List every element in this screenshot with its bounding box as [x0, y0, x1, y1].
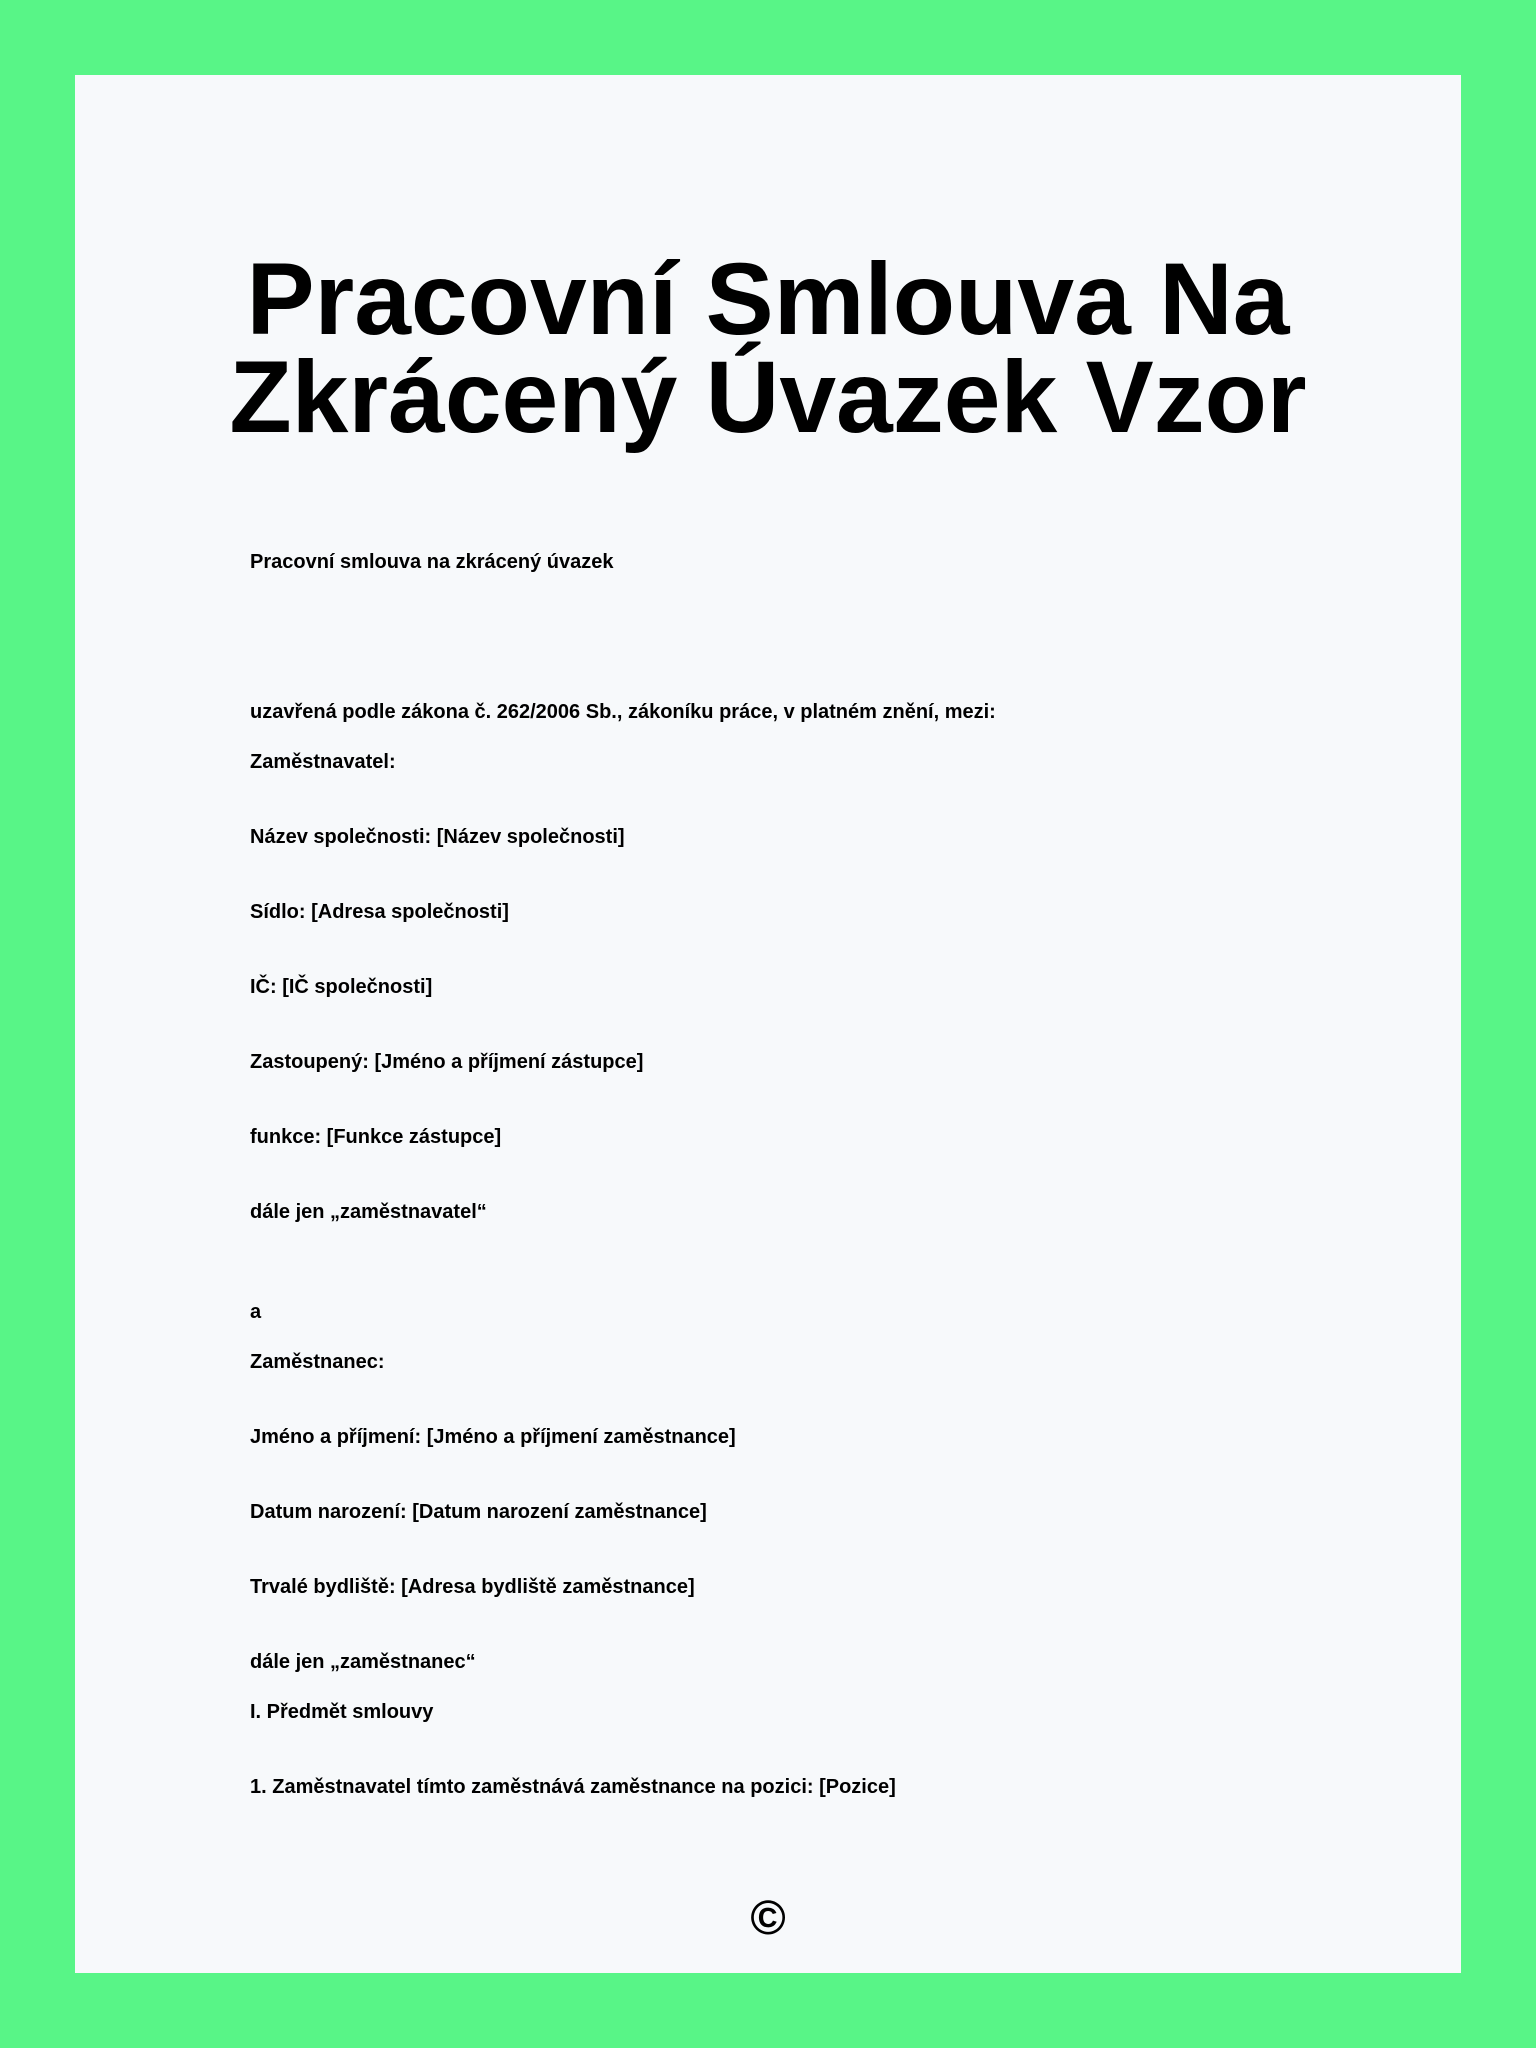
employer-heading: Zaměstnavatel: — [250, 751, 396, 773]
employer-ic: IČ: [IČ společnosti] — [250, 976, 433, 998]
conjunction: a — [250, 1301, 262, 1323]
document-page — [75, 75, 1461, 1973]
employee-alias: dále jen „zaměstnanec“ — [250, 1651, 476, 1673]
employer-representative: Zastoupený: [Jméno a příjmení zástupce] — [250, 1051, 644, 1073]
employee-heading: Zaměstnanec: — [250, 1351, 385, 1373]
document-title — [75, 242, 1461, 454]
employee-birthdate: Datum narození: [Datum narození zaměstnance] — [250, 1501, 707, 1523]
employer-address: Sídlo: [Adresa společnosti] — [250, 901, 509, 923]
doc-intro: uzavřená podle zákona č. 262/2006 Sb., zákoníku práce, v platném znění, mezi: — [250, 701, 996, 723]
employer-company-name: Název společnosti: [Název společnosti] — [250, 826, 625, 848]
section-heading: I. Předmět smlouvy — [250, 1701, 434, 1723]
copyright-icon: © — [750, 1892, 786, 1945]
employer-representative-function: funkce: [Funkce zástupce] — [250, 1126, 502, 1148]
employee-address: Trvalé bydliště: [Adresa bydliště zaměstnance] — [250, 1576, 695, 1598]
title-line-1: Pracovní Smlouva Na — [246, 242, 1290, 356]
employee-name: Jméno a příjmení: [Jméno a příjmení zaměstnance] — [250, 1426, 736, 1448]
title-line-2: Zkrácený Úvazek Vzor — [229, 340, 1307, 454]
section-clause-1: 1. Zaměstnavatel tímto zaměstnává zaměstnance na pozici: [Pozice] — [250, 1776, 896, 1798]
doc-heading: Pracovní smlouva na zkrácený úvazek — [250, 551, 614, 573]
employer-alias: dále jen „zaměstnavatel“ — [250, 1201, 487, 1223]
